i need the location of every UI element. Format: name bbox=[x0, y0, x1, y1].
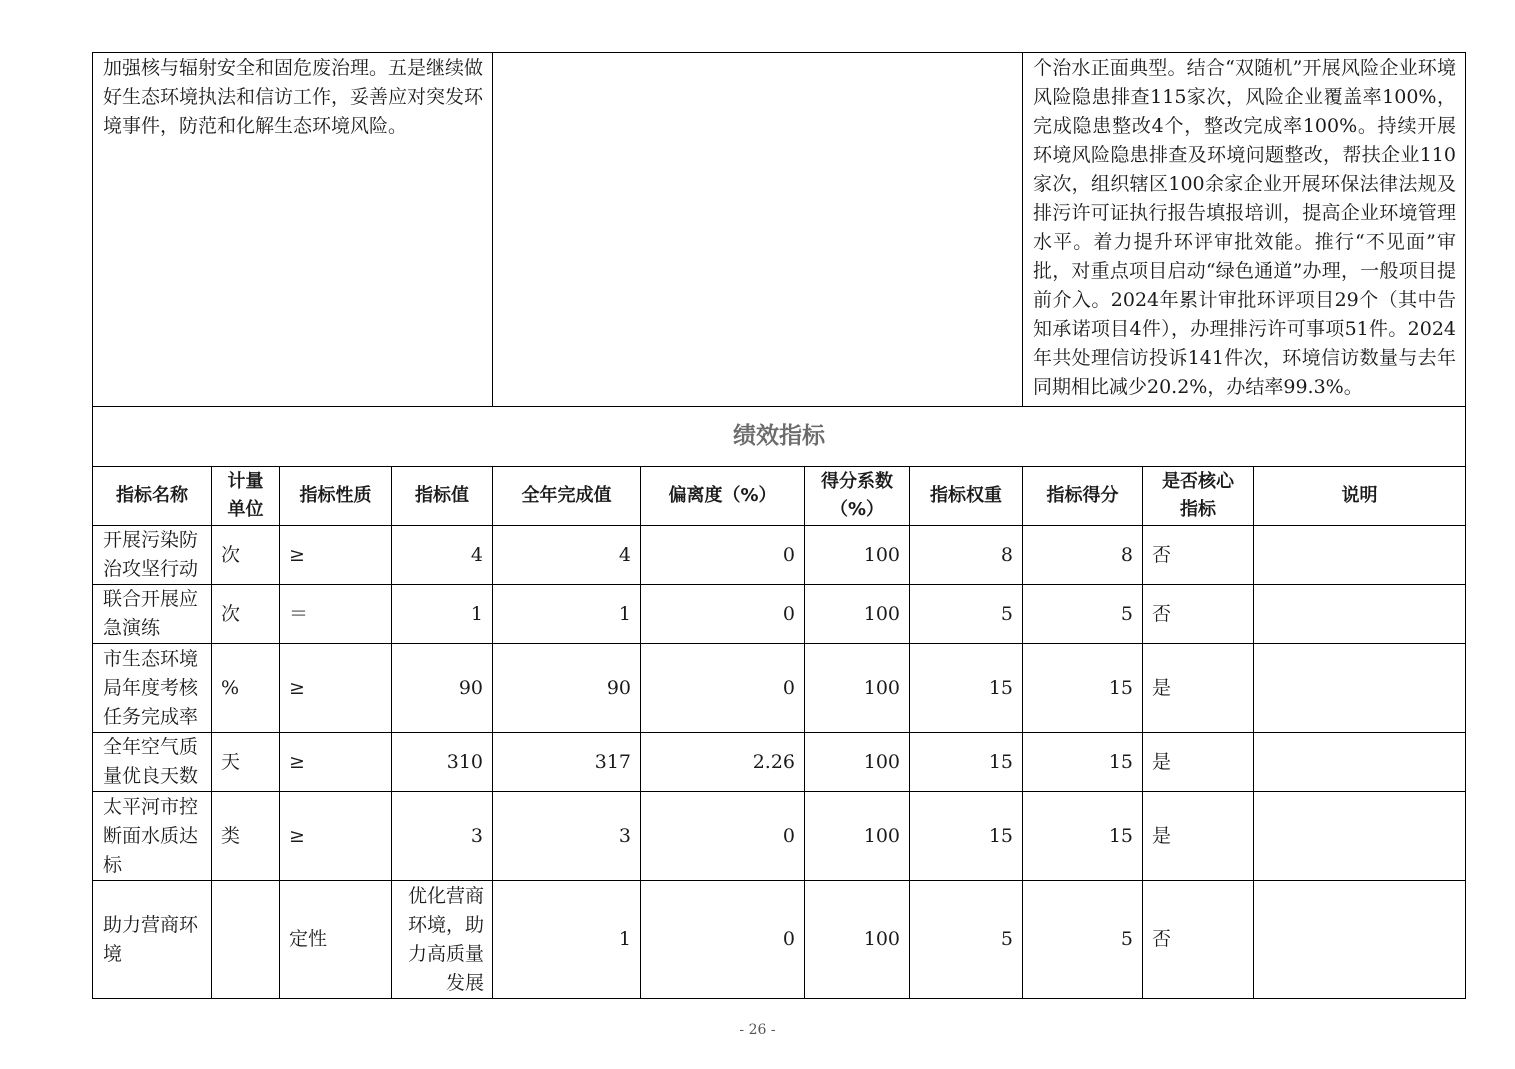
indicator-weight: 5 bbox=[910, 881, 1023, 999]
table-row bbox=[93, 792, 1466, 881]
header-indicator-name: 指标名称 bbox=[93, 467, 212, 526]
narrative-left-cell bbox=[93, 53, 493, 407]
indicator-actual: 317 bbox=[493, 733, 641, 792]
header-actual: 全年完成值 bbox=[493, 467, 641, 526]
indicator-note bbox=[1254, 881, 1466, 999]
indicator-unit: 次 bbox=[212, 526, 280, 585]
header-nature: 指标性质 bbox=[280, 467, 392, 526]
indicator-coefficient: 100 bbox=[805, 792, 910, 881]
header-weight: 指标权重 bbox=[910, 467, 1023, 526]
indicator-score: 8 bbox=[1023, 526, 1143, 585]
page-number: - 26 - bbox=[739, 1022, 776, 1038]
indicator-score: 15 bbox=[1023, 792, 1143, 881]
indicator-target: 优化营商环境，助力高质量发展 bbox=[392, 881, 493, 999]
indicator-coefficient: 100 bbox=[805, 644, 910, 733]
narrative-middle-text bbox=[493, 53, 1022, 54]
indicator-nature: ≥ bbox=[280, 733, 392, 792]
indicator-weight: 15 bbox=[910, 733, 1023, 792]
header-coefficient: 得分系数（%） bbox=[805, 467, 910, 526]
narrative-right-cell bbox=[1023, 53, 1466, 407]
narrative-left-text: 加强核与辐射安全和固危废治理。五是继续做好生态环境执法和信访工作，妥善应对突发环境事件，防范和化解生态环境风险。 bbox=[103, 57, 484, 137]
indicator-nature: 定性 bbox=[280, 881, 392, 999]
indicator-coefficient: 100 bbox=[805, 526, 910, 585]
indicator-unit: 天 bbox=[212, 733, 280, 792]
narrative-middle-cell bbox=[493, 53, 1023, 407]
indicator-weight: 15 bbox=[910, 792, 1023, 881]
indicator-name: 太平河市控断面水质达标 bbox=[93, 792, 212, 881]
indicator-deviation: 2.26 bbox=[641, 733, 805, 792]
indicator-unit: % bbox=[212, 644, 280, 733]
indicator-actual: 4 bbox=[493, 526, 641, 585]
indicator-name: 联合开展应急演练 bbox=[93, 585, 212, 644]
performance-table bbox=[92, 52, 1466, 999]
indicator-nature: ≥ bbox=[280, 792, 392, 881]
indicator-core: 否 bbox=[1143, 881, 1254, 999]
indicator-score: 5 bbox=[1023, 881, 1143, 999]
header-deviation: 偏离度（%） bbox=[641, 467, 805, 526]
indicator-weight: 8 bbox=[910, 526, 1023, 585]
indicator-actual: 3 bbox=[493, 792, 641, 881]
indicator-name: 市生态环境局年度考核任务完成率 bbox=[93, 644, 212, 733]
indicator-target: 4 bbox=[392, 526, 493, 585]
indicator-score: 15 bbox=[1023, 644, 1143, 733]
table-row bbox=[93, 733, 1466, 792]
indicator-note bbox=[1254, 792, 1466, 881]
indicator-core: 否 bbox=[1143, 526, 1254, 585]
header-target: 指标值 bbox=[392, 467, 493, 526]
indicator-nature: ≥ bbox=[280, 526, 392, 585]
table-row bbox=[93, 585, 1466, 644]
indicator-name: 全年空气质量优良天数 bbox=[93, 733, 212, 792]
narrative-row bbox=[93, 53, 1466, 407]
indicator-note bbox=[1254, 585, 1466, 644]
indicator-target: 310 bbox=[392, 733, 493, 792]
indicator-unit: 次 bbox=[212, 585, 280, 644]
indicator-deviation: 0 bbox=[641, 526, 805, 585]
indicator-target: 1 bbox=[392, 585, 493, 644]
header-score: 指标得分 bbox=[1023, 467, 1143, 526]
indicator-core: 否 bbox=[1143, 585, 1254, 644]
indicator-actual: 1 bbox=[493, 585, 641, 644]
indicator-coefficient: 100 bbox=[805, 881, 910, 999]
indicator-name: 开展污染防治攻坚行动 bbox=[93, 526, 212, 585]
indicator-actual: 1 bbox=[493, 881, 641, 999]
header-unit: 计量单位 bbox=[212, 467, 280, 526]
indicator-coefficient: 100 bbox=[805, 733, 910, 792]
indicator-target: 90 bbox=[392, 644, 493, 733]
indicator-actual: 90 bbox=[493, 644, 641, 733]
indicator-target: 3 bbox=[392, 792, 493, 881]
indicator-note bbox=[1254, 526, 1466, 585]
indicator-core: 是 bbox=[1143, 792, 1254, 881]
indicator-core: 是 bbox=[1143, 644, 1254, 733]
indicator-deviation: 0 bbox=[641, 881, 805, 999]
indicator-unit bbox=[212, 881, 280, 999]
indicator-coefficient: 100 bbox=[805, 585, 910, 644]
header-note: 说明 bbox=[1254, 467, 1466, 526]
indicator-note bbox=[1254, 644, 1466, 733]
indicator-name: 助力营商环境 bbox=[93, 881, 212, 999]
indicator-weight: 15 bbox=[910, 644, 1023, 733]
indicator-core: 是 bbox=[1143, 733, 1254, 792]
indicator-deviation: 0 bbox=[641, 792, 805, 881]
indicator-weight: 5 bbox=[910, 585, 1023, 644]
table-row bbox=[93, 644, 1466, 733]
table-row bbox=[93, 526, 1466, 585]
indicator-score: 5 bbox=[1023, 585, 1143, 644]
narrative-right-text: 个治水正面典型。结合“双随机”开展风险企业环境风险隐患排查115家次，风险企业覆盖率100%，完成隐患整改4个，整改完成率100%。持续开展环境风险隐患排查及环境问题整改，帮扶企业110家次，组织辖区100余家企业开展环保法律法规及排污许可证执行报告填报培训，提高企业环境管理水平。着力提升环评审批效能。推行“不见面”审批，对重点项目启动“绿色通道”办理，一般项目提前介入。2024年累计审批环评项目29个（其中告知承诺项目4件），办理排污许可事项51件。2024年共处理信访投诉141件次，环境信访数量与去年同期相比减少20.2%，办结率99.3%。 bbox=[1033, 57, 1456, 398]
indicator-score: 15 bbox=[1023, 733, 1143, 792]
indicator-nature: ＝ bbox=[280, 585, 392, 644]
indicator-nature: ≥ bbox=[280, 644, 392, 733]
section-title: 绩效指标 bbox=[93, 407, 1466, 467]
indicator-deviation: 0 bbox=[641, 644, 805, 733]
header-core: 是否核心指标 bbox=[1143, 467, 1254, 526]
header-row bbox=[93, 467, 1466, 526]
table-row bbox=[93, 881, 1466, 999]
section-title-row bbox=[93, 407, 1466, 467]
indicator-note bbox=[1254, 733, 1466, 792]
indicator-deviation: 0 bbox=[641, 585, 805, 644]
indicator-unit: 类 bbox=[212, 792, 280, 881]
